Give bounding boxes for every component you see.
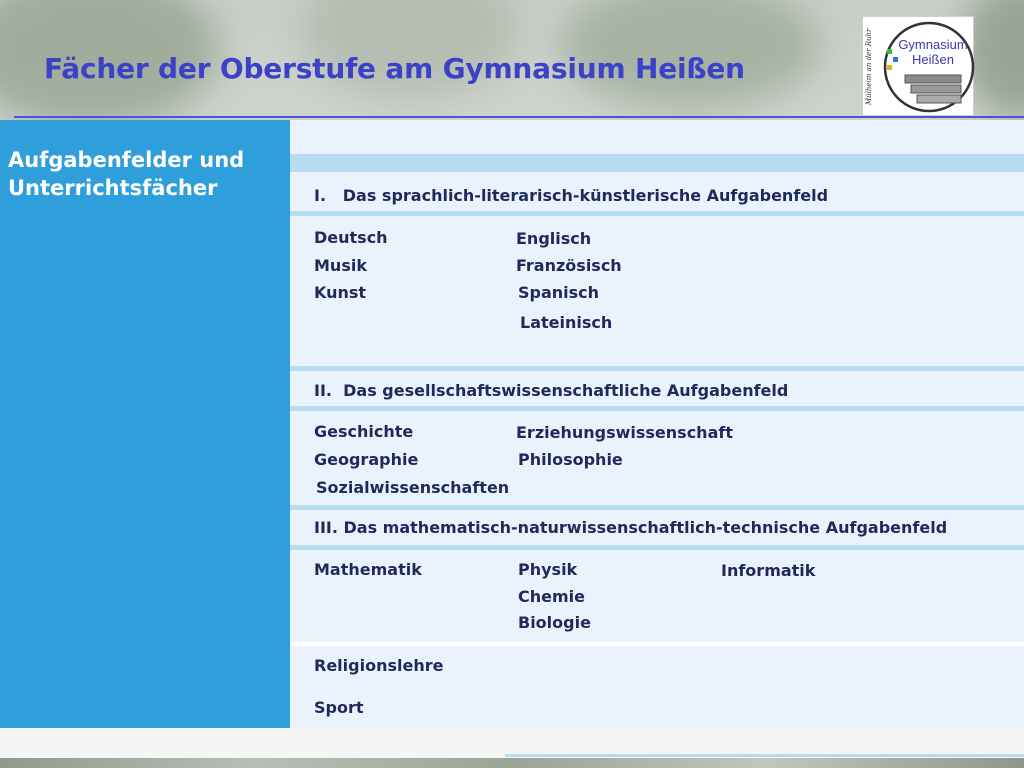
subject-item: Biologie xyxy=(518,613,591,632)
subject-item: Kunst xyxy=(314,283,367,302)
separator-band xyxy=(290,642,1024,646)
school-logo xyxy=(862,16,974,116)
logo-name: Gymnasium Heißen xyxy=(898,37,968,67)
subject-item: Musik xyxy=(314,256,367,275)
subject-item: Physik xyxy=(518,560,578,579)
separator-band xyxy=(290,505,1024,510)
subject-item: Informatik xyxy=(721,561,816,580)
subject-item: Französisch xyxy=(516,256,622,275)
subject-item: Erziehungswissenschaft xyxy=(516,423,733,442)
separator-band xyxy=(290,211,1024,216)
subject-item: Geschichte xyxy=(314,422,414,441)
field-header-1: I. Das sprachlich-literarisch-künstlerische Aufgabenfeld xyxy=(314,186,829,205)
subject-item: Deutsch xyxy=(314,228,388,247)
subject-item: Lateinisch xyxy=(520,313,613,332)
separator-band xyxy=(290,545,1024,550)
field-header-3: III. Das mathematisch-naturwissenschaftlich-technische Aufgabenfeld xyxy=(314,518,948,537)
footer-foliage xyxy=(0,758,1024,768)
subject-item: Philosophie xyxy=(518,450,623,469)
subject-item: Geographie xyxy=(314,450,419,469)
separator-band xyxy=(290,154,1024,172)
sidebar-panel xyxy=(0,120,290,728)
subject-item: Englisch xyxy=(516,229,592,248)
subject-item: Mathematik xyxy=(314,560,422,579)
footer-line xyxy=(505,754,1024,757)
slide-title: Fächer der Oberstufe am Gymnasium Heißen xyxy=(44,52,745,85)
subject-item: Spanisch xyxy=(518,283,600,302)
subject-item: Chemie xyxy=(518,587,585,606)
title-rule xyxy=(14,116,1024,118)
separator-band xyxy=(290,366,1024,371)
logo-emblem xyxy=(863,17,975,117)
subject-item: Sport xyxy=(314,698,364,717)
sidebar-title: Aufgabenfelder und Unterrichtsfächer xyxy=(8,148,245,200)
logo-script: Mülheim an der Ruhr xyxy=(865,28,873,105)
field-header-2: II. Das gesellschaftswissenschaftliche Aufgabenfeld xyxy=(314,381,789,400)
subject-item: Religionslehre xyxy=(314,656,444,675)
subject-item: Sozialwissenschaften xyxy=(316,478,510,497)
separator-band xyxy=(290,406,1024,411)
slide-header xyxy=(0,0,1024,118)
